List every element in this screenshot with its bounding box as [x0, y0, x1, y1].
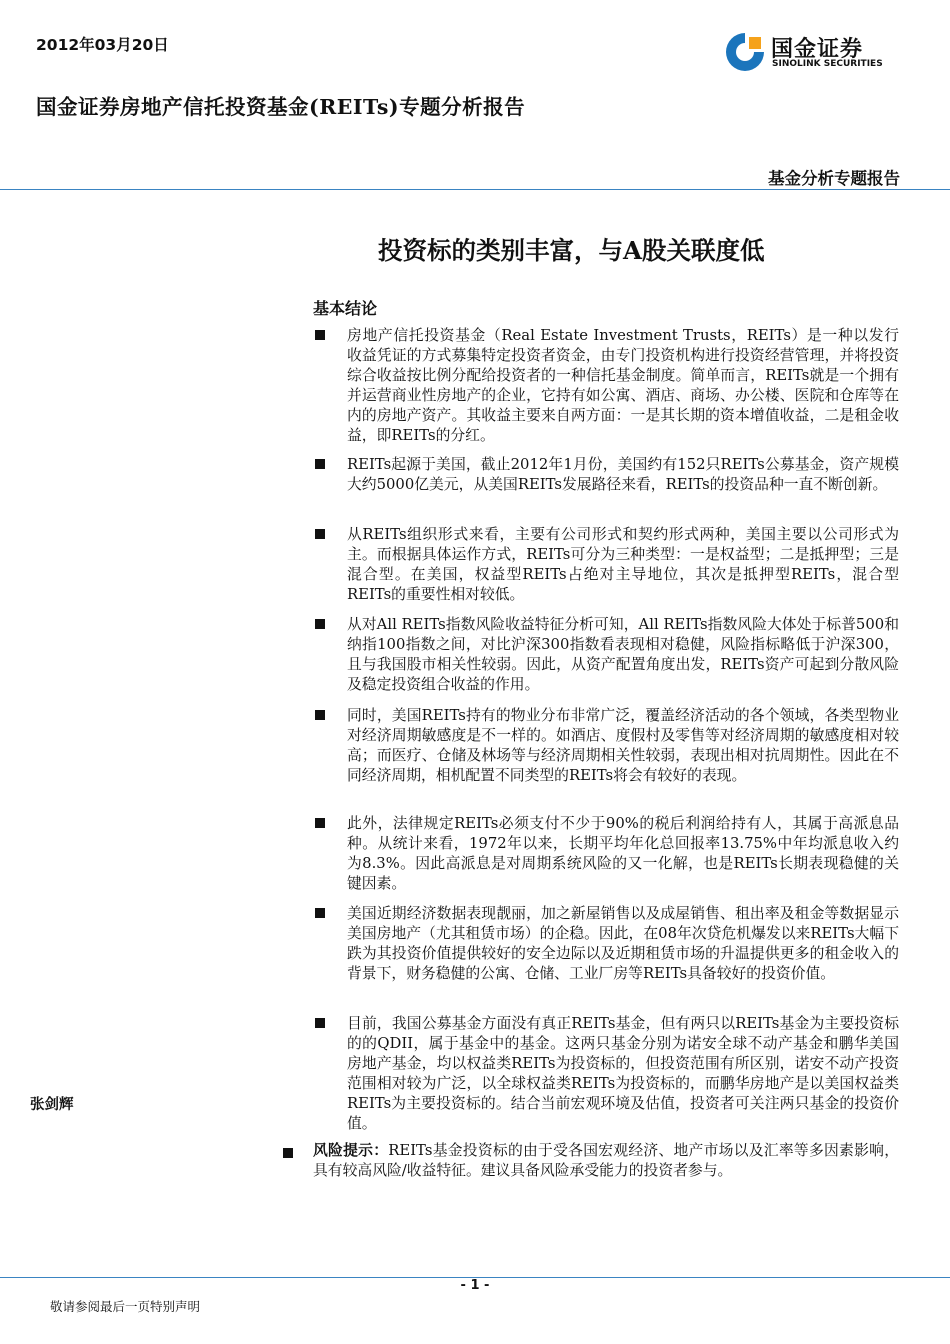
logo-text-en: SINOLINK SECURITIES [772, 59, 883, 69]
risk-warning [313, 1141, 899, 1181]
bullet-icon [315, 459, 325, 469]
section-heading: 基本结论 [313, 299, 378, 318]
conclusion-paragraph: 从REITs组织形式来看，主要有公司形式和契约形式两种，美国主要以公司形式为主。而根据具体运作方式，REITs可分为三种类型：一是权益型；二是抵押型；三是混合型。在美国，权益型REITs占绝对主导地位，其次是抵押型REITs，混合型REITs的重要性相对较低。 [347, 526, 899, 603]
header-divider [0, 189, 950, 190]
disclaimer-note: 敬请参阅最后一页特别声明 [50, 1299, 201, 1314]
bullet-icon [315, 908, 325, 918]
conclusion-paragraph: 目前，我国公募基金方面没有真正REITs基金，但有两只以REITs基金为主要投资标的的QDII，属于基金中的基金。这两只基金分别为诺安全球不动产基金和鹏华美国房地产基金，均以权益类REITs为投资标的，但投资范围有所区别，诺安不动产投资范围相对较为广泛，以全球权益类REITs为投资标的，而鹏华房地产是以美国权益类REITs为主要投资标的。结合当前宏观环境及估值，投资者可关注两只基金的投资价值。 [347, 1015, 899, 1132]
bullet-icon [315, 619, 325, 629]
conclusion-paragraph: REITs起源于美国，截止2012年1月份，美国约有152只REITs公募基金，资产规模大约5000亿美元，从美国REITs发展路径来看，REITs的投资品种一直不断创新。 [347, 456, 899, 493]
analyst-name: 张剑辉 [30, 1096, 74, 1113]
logo-mark-icon [723, 30, 767, 74]
report-date: 2012年03月20日 [36, 36, 169, 54]
company-logo [723, 30, 903, 76]
conclusion-paragraph: 从对All REITs指数风险收益特征分析可知，All REITs指数风险大体处于标普500和纳指100指数之间，对比沪深300指数看表现相对稳健，风险指标略低于沪深300，且与我国股市相关性较弱。因此，从资产配置角度出发，REITs资产可起到分散风险及稳定投资组合收益的作用。 [347, 616, 899, 693]
risk-bullet-icon [283, 1148, 293, 1158]
report-subtitle: 投资标的类别丰富，与A股关联度低 [378, 236, 765, 265]
conclusion-paragraph: 同时，美国REITs持有的物业分布非常广泛，覆盖经济活动的各个领域，各类型物业对经济周期敏感度是不一样的。如酒店、度假村及零售等对经济周期的敏感度相对较高；而医疗、仓储及林场等与经济周期相关性较弱，表现出相对抗周期性。因此在不同经济周期，相机配置不同类型的REITs将会有较好的表现。 [347, 707, 899, 784]
risk-label: 风险提示： [313, 1142, 389, 1159]
report-category: 基金分析专题报告 [768, 169, 900, 188]
risk-text: REITs基金投资标的由于受各国宏观经济、地产市场以及汇率等多因素影响，具有较高风险/收益特征。建议具备风险承受能力的投资者参与。 [313, 1142, 899, 1179]
conclusion-paragraph: 此外，法律规定REITs必须支付不少于90%的税后利润给持有人，其属于高派息品种。从统计来看，1972年以来，长期平均年化总回报率13.75%中年均派息收入约为8.3%。因此高派息是对周期系统风险的又一化解，也是REITs长期表现稳健的关键因素。 [347, 815, 899, 892]
report-title: 国金证券房地产信托投资基金(REITs)专题分析报告 [36, 95, 526, 119]
conclusion-paragraph: 房地产信托投资基金（Real Estate Investment Trusts，REITs）是一种以发行收益凭证的方式募集特定投资者资金，由专门投资机构进行投资经营管理，并将投资综合收益按比例分配给投资者的一种信托基金制度。简单而言，REITs就是一个拥有并运营商业性房地产的企业，它持有如公寓、酒店、商场、办公楼、医院和仓库等在内的房地产资产。其收益主要来自两方面：一是其长期的资本增值收益，二是租金收益，即REITs的分红。 [347, 327, 899, 444]
page-number: - 1 - [460, 1278, 490, 1293]
bullet-icon [315, 529, 325, 539]
bullet-icon [315, 710, 325, 720]
conclusion-paragraph: 美国近期经济数据表现靓丽，加之新屋销售以及成屋销售、租出率及租金等数据显示美国房地产（尤其租赁市场）的企稳。因此，在08年次贷危机爆发以来REITs大幅下跌为其投资价值提供较好的安全边际以及近期租赁市场的升温提供更多的租金收入的背景下，财务稳健的公寓、仓储、工业厂房等REITs具备较好的投资价值。 [347, 905, 899, 982]
bullet-icon [315, 818, 325, 828]
bullet-icon [315, 330, 325, 340]
bullet-icon [315, 1018, 325, 1028]
logo-text-cn: 国金证券 [771, 37, 864, 62]
